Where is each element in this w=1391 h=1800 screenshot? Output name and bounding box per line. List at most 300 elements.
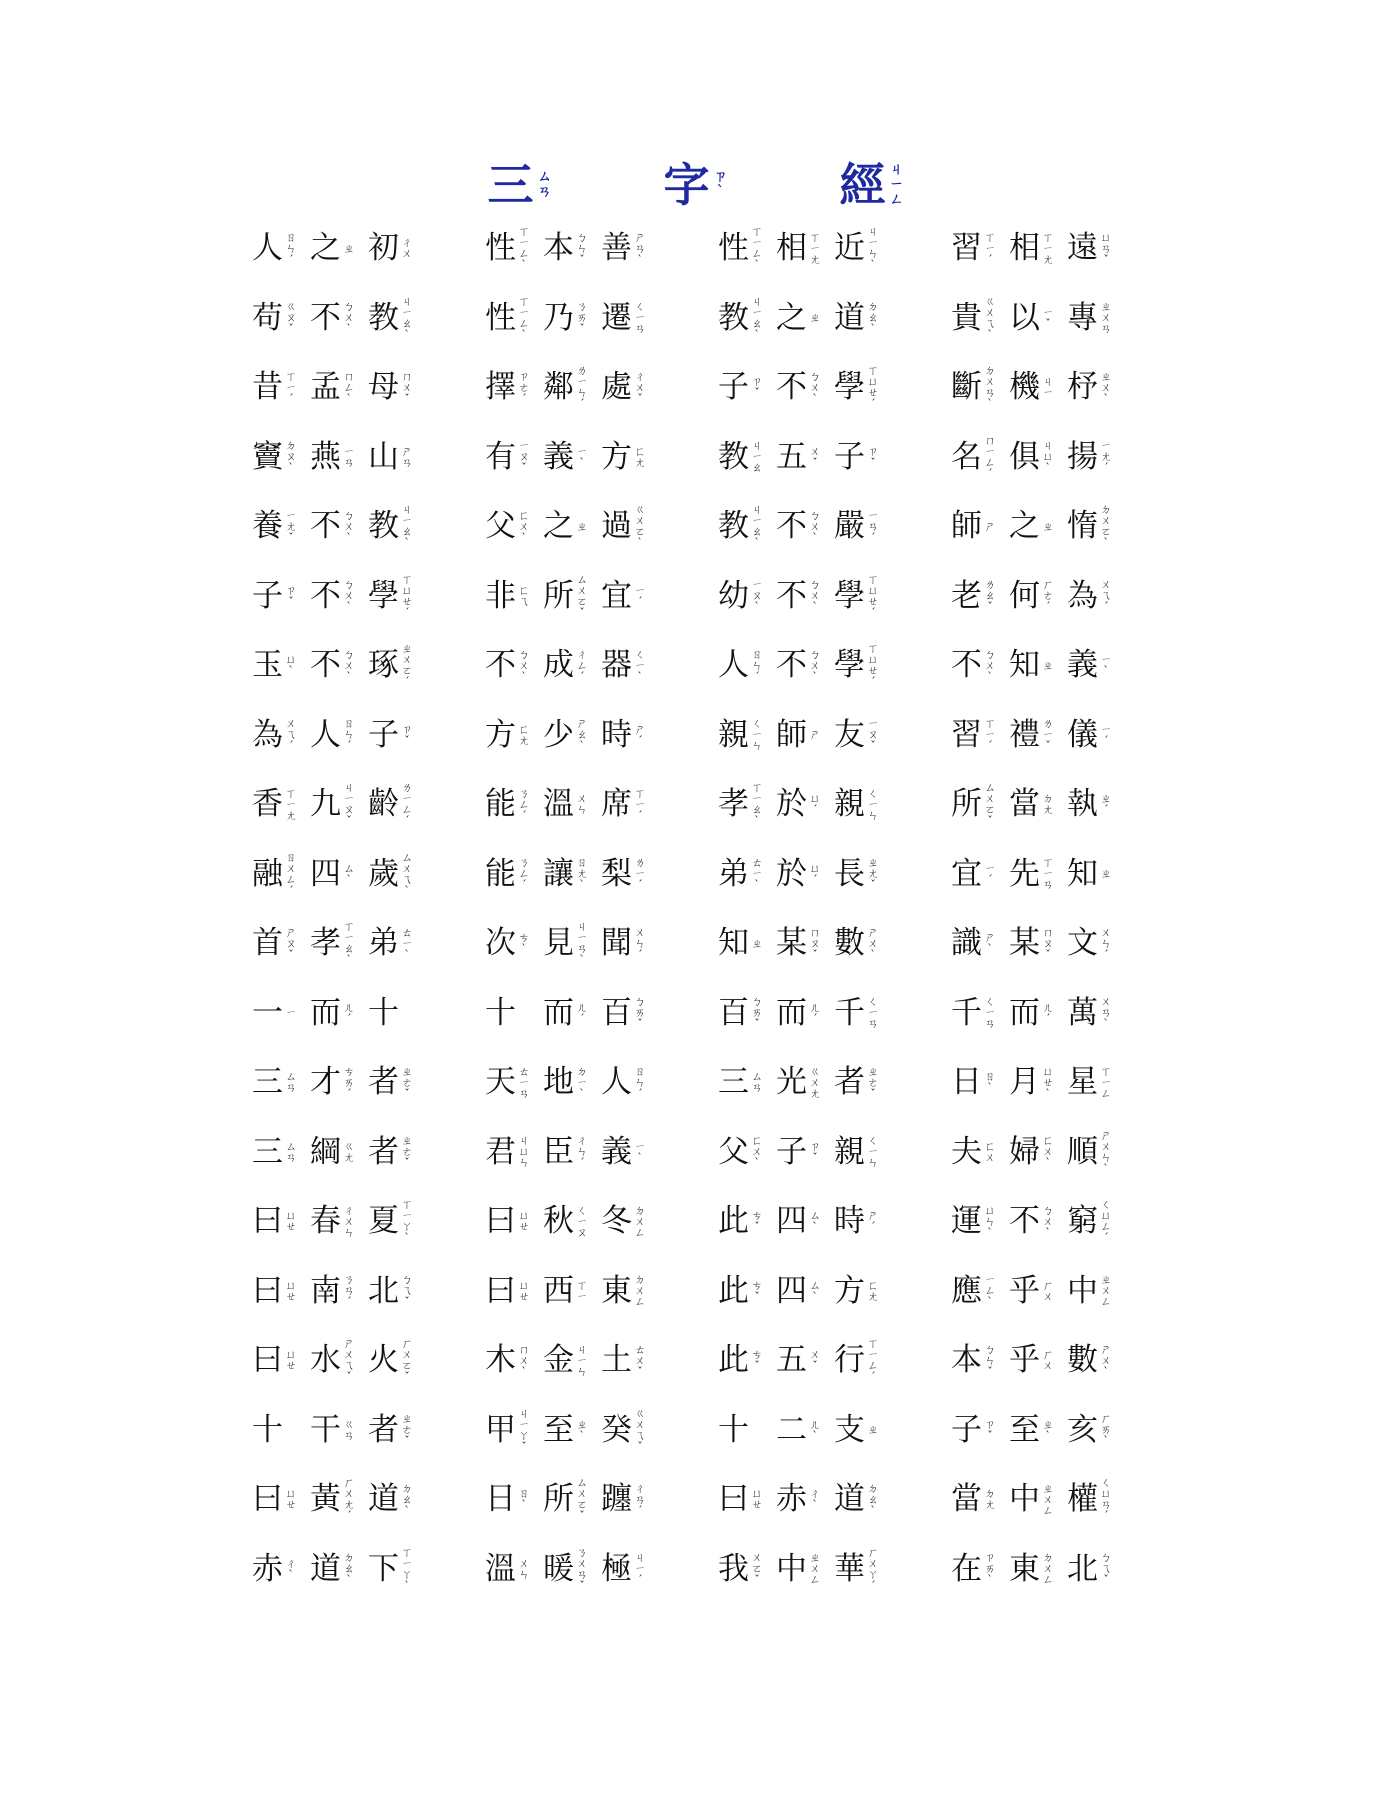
- zhuyin-annotation: ㄐ ㄧ: [1042, 375, 1054, 399]
- zhuyin-annotation: ㄒ ㄧ ˊ: [984, 230, 996, 266]
- character-cell: [368, 642, 426, 688]
- han-character: 不: [776, 369, 807, 405]
- character-cell: [834, 784, 892, 824]
- character-cell: [1009, 784, 1067, 824]
- han-character: 為: [252, 716, 283, 753]
- character-cell: [718, 993, 776, 1033]
- zhuyin-annotation: ㄍ ㄡ ˇ: [285, 300, 297, 335]
- zhuyin-annotation: ㄑ ㄩ ㄥ ˊ: [1100, 1198, 1112, 1244]
- zhuyin-annotation: ㄔ ㄢ ˊ: [634, 1481, 646, 1517]
- zhuyin-annotation: ㄉ ㄨ ㄥ: [634, 1203, 646, 1239]
- character-cell: [543, 572, 601, 619]
- character-cell: [252, 367, 310, 407]
- han-character: 道: [834, 1481, 865, 1517]
- han-character: 有: [485, 438, 516, 475]
- zhuyin-annotation: ㄒ ㄧ ㄤ: [1042, 230, 1054, 266]
- character-cell: [543, 1271, 601, 1311]
- character-cell: [776, 1340, 834, 1380]
- zhuyin-annotation: ㄗ ˇ: [285, 583, 297, 608]
- character-cell: [834, 1410, 892, 1450]
- han-character: 者: [368, 1064, 399, 1100]
- zhuyin-annotation: ㄧ ㄤ ˊ: [1100, 439, 1112, 474]
- zhuyin-annotation: ㄖ ㄤ ˋ: [576, 856, 588, 891]
- zhuyin-annotation: ㄨ ㄛ ˇ: [751, 1551, 763, 1586]
- character-cell: [601, 228, 659, 268]
- zhuyin-annotation: ㄐ ㄧ ㄠ ˋ: [401, 294, 413, 341]
- han-character: 親: [834, 786, 865, 822]
- verse-row: [252, 1128, 1172, 1202]
- han-character: 東: [1009, 1550, 1040, 1587]
- character-cell: [601, 298, 659, 338]
- character-cell: [1067, 923, 1125, 963]
- zhuyin-annotation: ㄓ ˊ: [1100, 792, 1112, 816]
- han-character: 宜: [951, 855, 982, 892]
- verse-row: [252, 503, 1172, 576]
- han-character: 至: [543, 1411, 574, 1448]
- zhuyin-annotation: ㄕ ˊ: [634, 722, 646, 747]
- character-cell: [776, 1410, 834, 1450]
- han-character: 知: [1009, 647, 1040, 683]
- character-cell: [718, 576, 776, 616]
- han-character: 十: [485, 994, 516, 1031]
- han-character: 所: [543, 1481, 574, 1517]
- character-cell: [776, 367, 834, 407]
- character-cell: [1009, 1062, 1067, 1102]
- zhuyin-annotation: ㄗ ˇ: [809, 1139, 821, 1164]
- character-cell: [601, 1479, 659, 1519]
- zhuyin-annotation: ㄉ ㄨ ㄥ: [1042, 1551, 1054, 1586]
- han-character: 長: [834, 855, 865, 892]
- zhuyin-annotation: ㄕ: [984, 519, 996, 533]
- han-character: 老: [951, 577, 982, 614]
- han-character: 道: [368, 1481, 399, 1517]
- character-cell: [718, 1271, 776, 1311]
- character-cell: [601, 1062, 659, 1102]
- verse-phrase: [485, 1271, 659, 1311]
- character-cell: [1067, 1062, 1125, 1102]
- verse-row: [252, 294, 1172, 368]
- han-character: 窮: [1067, 1203, 1098, 1239]
- zhuyin-annotation: ㄌ ㄧ ˊ: [634, 856, 646, 891]
- character-cell: [718, 923, 776, 963]
- han-character: 我: [718, 1550, 749, 1587]
- han-character: 星: [1067, 1064, 1098, 1100]
- han-character: 文: [1067, 925, 1098, 961]
- zhuyin-annotation: ㄐ ㄧ ㄠ: [751, 439, 763, 474]
- han-character: 不: [310, 508, 341, 544]
- title-han-char: 三: [487, 158, 534, 212]
- han-character: 方: [485, 716, 516, 753]
- character-cell: [951, 1479, 1009, 1519]
- han-character: 夏: [368, 1203, 399, 1239]
- zhuyin-annotation: ㄕ ˊ: [867, 1209, 879, 1233]
- han-character: 黃: [310, 1481, 341, 1517]
- han-character: 於: [776, 855, 807, 892]
- zhuyin-annotation: ㄑ ㄩ ㄢ ˊ: [1100, 1476, 1112, 1522]
- han-character: 權: [1067, 1481, 1098, 1517]
- zhuyin-annotation: ㄏ ㄞ ˋ: [1100, 1412, 1112, 1447]
- character-cell: [485, 1132, 543, 1172]
- character-cell: [718, 715, 776, 755]
- han-character: 水: [310, 1342, 341, 1378]
- zhuyin-annotation: ㄋ ㄨ ㄢ ˇ: [576, 1545, 588, 1592]
- han-character: 三: [718, 1064, 749, 1100]
- character-cell: [368, 367, 426, 407]
- han-character: 琢: [368, 647, 399, 683]
- character-cell: [1067, 784, 1125, 824]
- han-character: 順: [1067, 1133, 1098, 1170]
- zhuyin-annotation: ㄙ ㄨ ㄛ ˇ: [576, 1476, 588, 1522]
- character-cell: [310, 1549, 368, 1589]
- zhuyin-annotation: ㄅ ㄟ ˇ: [401, 1273, 413, 1308]
- han-character: 苟: [252, 299, 283, 336]
- han-character: 養: [252, 508, 283, 544]
- verse-phrase: [951, 576, 1125, 616]
- character-cell: [543, 920, 601, 966]
- zhuyin-annotation: ㄨ ㄣ: [576, 792, 588, 816]
- zhuyin-annotation: ㄑ ㄧ ㄣ: [751, 717, 763, 752]
- character-cell: [485, 225, 543, 271]
- han-character: 時: [834, 1203, 865, 1239]
- zhuyin-annotation: ㄩ ㄝ ˋ: [1042, 1064, 1054, 1100]
- han-character: 當: [1009, 786, 1040, 822]
- han-character: 弟: [718, 855, 749, 892]
- title-han-char: 字: [663, 158, 710, 212]
- zhuyin-annotation: ㄨ ㄣ ˊ: [1100, 925, 1112, 961]
- zhuyin-annotation: ㄒ ㄧ ㄤ: [809, 230, 821, 266]
- han-character: 冬: [601, 1203, 632, 1239]
- han-character: 曰: [252, 1481, 283, 1517]
- han-character: 弟: [368, 925, 399, 961]
- han-character: 乎: [1009, 1272, 1040, 1309]
- verse-phrase: [951, 1198, 1125, 1244]
- verse-phrase: [951, 993, 1125, 1033]
- han-character: 香: [252, 786, 283, 822]
- character-cell: [310, 1476, 368, 1522]
- verse-row: [252, 225, 1172, 298]
- zhuyin-annotation: ㄉ ㄤ: [984, 1487, 996, 1511]
- han-character: 能: [485, 786, 516, 822]
- character-cell: [252, 1340, 310, 1380]
- verse-phrase: [485, 784, 659, 824]
- han-character: 不: [776, 647, 807, 683]
- character-cell: [368, 1410, 426, 1450]
- han-character: 十: [368, 994, 399, 1031]
- han-character: 歲: [368, 855, 399, 892]
- han-character: 所: [951, 786, 982, 822]
- zhuyin-annotation: ㄕ ˋ: [984, 931, 996, 955]
- zhuyin-annotation: ㄗ ˇ: [867, 444, 879, 469]
- character-cell: [1009, 1340, 1067, 1380]
- character-cell: [252, 576, 310, 616]
- zhuyin-annotation: ㄌ ㄧ ㄥ ˊ: [401, 781, 413, 827]
- zhuyin-annotation: ㄒ ㄧ ㄥ ˋ: [751, 225, 763, 271]
- character-cell: [951, 364, 1009, 410]
- character-cell: [543, 1132, 601, 1172]
- han-character: 十: [718, 1411, 749, 1448]
- zhuyin-annotation: ㄍ ㄤ: [343, 1139, 355, 1164]
- han-character: 干: [310, 1411, 341, 1448]
- zhuyin-annotation: ㄨ ˇ: [809, 444, 821, 469]
- verse-phrase: [485, 364, 659, 410]
- zhuyin-annotation: ㄉ ㄨ ㄢ ˋ: [984, 364, 996, 410]
- han-character: 揚: [1067, 438, 1098, 475]
- han-character: 數: [834, 925, 865, 961]
- zhuyin-annotation: ㄓ ㄨ ˋ: [1100, 369, 1112, 405]
- character-cell: [543, 1062, 601, 1102]
- zhuyin-annotation: ㄇ ㄥ ˋ: [343, 369, 355, 405]
- character-cell: [1067, 645, 1125, 685]
- han-character: 極: [601, 1550, 632, 1587]
- character-cell: [718, 645, 776, 685]
- verse-phrase: [252, 850, 426, 897]
- character-cell: [951, 645, 1009, 685]
- verse-phrase: [951, 433, 1125, 480]
- han-character: 下: [368, 1550, 399, 1587]
- han-character: 子: [718, 369, 749, 405]
- verse-row: [252, 433, 1172, 507]
- han-character: 人: [718, 647, 749, 683]
- character-cell: [1009, 506, 1067, 546]
- verse-phrase: [718, 1132, 892, 1172]
- zhuyin-annotation: ㄕ ㄨ ㄣ ˋ: [1100, 1128, 1112, 1175]
- zhuyin-annotation: ㄅ ㄨ ˋ: [809, 508, 821, 544]
- verse-phrase: [718, 715, 892, 755]
- zhuyin-annotation: ㄍ ㄨ ㄟ ˋ: [984, 294, 996, 341]
- character-cell: [368, 923, 426, 963]
- character-cell: [252, 1271, 310, 1311]
- han-character: 禮: [1009, 716, 1040, 753]
- han-character: 不: [776, 577, 807, 614]
- han-character: 本: [951, 1342, 982, 1378]
- zhuyin-annotation: ㄕ ㄠ ˋ: [576, 717, 588, 752]
- character-cell: [485, 294, 543, 341]
- zhuyin-annotation: ㄕ: [809, 728, 821, 741]
- zhuyin-annotation: ㄩ ˋ: [285, 653, 297, 677]
- zhuyin-annotation: ㄓ: [867, 1423, 879, 1436]
- han-character: 土: [601, 1342, 632, 1378]
- han-character: 見: [543, 925, 574, 961]
- han-character: 知: [1067, 855, 1098, 892]
- character-cell: [310, 1062, 368, 1102]
- han-character: 者: [368, 1411, 399, 1448]
- han-character: 此: [718, 1203, 749, 1239]
- zhuyin-annotation: ㄊ ㄨ ˇ: [634, 1342, 646, 1378]
- han-character: 人: [601, 1064, 632, 1100]
- character-cell: [951, 1549, 1009, 1589]
- character-cell: [543, 1340, 601, 1380]
- zhuyin-annotation: ㄓ ㄜ ˇ: [401, 1064, 413, 1100]
- han-character: 成: [543, 647, 574, 683]
- verse-phrase: [485, 1406, 659, 1453]
- zhuyin-annotation: ㄈ ㄤ: [867, 1278, 879, 1303]
- zhuyin-annotation: ㄓ ㄤ ˇ: [867, 856, 879, 891]
- zhuyin-annotation: ㄑ ㄧ ㄢ: [634, 300, 646, 335]
- zhuyin-annotation: ㄐ ㄧ ㄢ ˋ: [576, 920, 588, 966]
- han-character: 南: [310, 1272, 341, 1309]
- character-cell: [776, 1479, 834, 1519]
- character-cell: [1067, 993, 1125, 1033]
- zhuyin-annotation: ㄧ ˊ: [634, 583, 646, 608]
- zhuyin-annotation: ㄧ: [285, 1006, 297, 1019]
- zhuyin-annotation: ㄓ ㄜ ˇ: [867, 1064, 879, 1100]
- han-character: 嚴: [834, 508, 865, 544]
- han-character: 之: [310, 230, 341, 266]
- character-cell: [834, 923, 892, 963]
- character-cell: [543, 506, 601, 546]
- character-cell: [776, 854, 834, 894]
- character-cell: [834, 715, 892, 755]
- han-character: 曰: [718, 1481, 749, 1517]
- zhuyin-annotation: ㄨ ˇ: [809, 1348, 821, 1372]
- zhuyin-annotation: ㄉ ㄨ ㄥ: [634, 1273, 646, 1308]
- verse-row: [252, 850, 1172, 924]
- character-cell: [368, 1337, 426, 1383]
- character-cell: [1009, 1271, 1067, 1311]
- han-character: 金: [543, 1342, 574, 1378]
- character-cell: [1067, 298, 1125, 338]
- zhuyin-annotation: ㄑ ㄧ ˋ: [634, 647, 646, 683]
- zhuyin-annotation: ㄧ ㄡ ˇ: [867, 717, 879, 752]
- han-character: 識: [951, 925, 982, 961]
- character-cell: [718, 781, 776, 827]
- zhuyin-annotation: ㄌ ㄧ ˇ: [1042, 717, 1054, 752]
- title-han-char: 經: [839, 158, 886, 212]
- character-cell: [310, 506, 368, 546]
- zhuyin-annotation: ㄗ ˇ: [751, 375, 763, 399]
- verse-row: [252, 920, 1172, 993]
- verse-phrase: [718, 923, 892, 963]
- han-character: 應: [951, 1272, 982, 1309]
- han-character: 萬: [1067, 994, 1098, 1031]
- character-cell: [252, 1062, 310, 1102]
- verse-row: [252, 572, 1172, 646]
- zhuyin-annotation: ㄒ ㄧ ㄤ: [285, 786, 297, 822]
- character-cell: [951, 1062, 1009, 1102]
- han-character: 時: [601, 716, 632, 753]
- han-character: 學: [834, 577, 865, 614]
- character-cell: [252, 715, 310, 755]
- han-character: 子: [951, 1411, 982, 1448]
- han-character: 十: [252, 1411, 283, 1448]
- character-cell: [776, 1062, 834, 1102]
- han-character: 溫: [543, 786, 574, 822]
- character-cell: [834, 225, 892, 271]
- zhuyin-annotation: ㄧ ˇ: [1042, 305, 1054, 330]
- zhuyin-annotation: ㄓ ㄨ ㄥ: [1042, 1481, 1054, 1517]
- verse-phrase: [485, 645, 659, 685]
- verse-row: [252, 1198, 1172, 1271]
- zhuyin-annotation: ㄘ ˇ: [751, 1348, 763, 1372]
- han-character: 華: [834, 1550, 865, 1587]
- han-character: 能: [485, 855, 516, 892]
- character-cell: [485, 506, 543, 546]
- han-character: 癸: [601, 1411, 632, 1448]
- han-character: 百: [718, 994, 749, 1031]
- verse-phrase: [718, 642, 892, 688]
- character-cell: [368, 850, 426, 897]
- han-character: 於: [776, 786, 807, 822]
- han-character: 日: [951, 1064, 982, 1100]
- han-character: 至: [1009, 1411, 1040, 1448]
- zhuyin-annotation: ㄅ ㄞ ˇ: [751, 995, 763, 1030]
- title-character: [664, 160, 728, 210]
- zhuyin-annotation: ㄏ ㄨ: [1042, 1278, 1054, 1303]
- character-cell: [310, 715, 368, 755]
- zhuyin-annotation: ㄅ ㄣ ˇ: [984, 1342, 996, 1378]
- verse-phrase: [718, 503, 892, 549]
- character-cell: [601, 993, 659, 1033]
- zhuyin-annotation: ㄖ ㄣ ˊ: [751, 647, 763, 683]
- verse-phrase: [951, 781, 1125, 827]
- han-character: 曰: [252, 1342, 283, 1378]
- zhuyin-annotation: ㄓ: [343, 241, 355, 255]
- zhuyin-annotation: ㄅ ㄨ ˋ: [343, 578, 355, 613]
- zhuyin-annotation: ㄌ ㄧ ㄣ ˊ: [576, 364, 588, 410]
- character-cell: [951, 781, 1009, 827]
- han-character: 杼: [1067, 369, 1098, 405]
- verse-phrase: [252, 642, 426, 688]
- verse-phrase: [951, 1062, 1125, 1102]
- zhuyin-annotation: ㄉ ㄠ ˋ: [343, 1551, 355, 1586]
- character-cell: [1009, 228, 1067, 268]
- verse-phrase: [718, 1410, 892, 1450]
- zhuyin-annotation: ㄑ ㄧ ㄣ: [867, 1134, 879, 1169]
- character-cell: [252, 437, 310, 477]
- zhuyin-annotation: ㄉ ㄤ: [1042, 792, 1054, 816]
- zhuyin-annotation: ㄅ ㄟ ˇ: [1100, 1551, 1112, 1586]
- character-cell: [776, 576, 834, 616]
- character-cell: [543, 645, 601, 685]
- zhuyin-annotation: ㄑ ㄧ ㄡ: [576, 1203, 588, 1239]
- verse-phrase: [951, 854, 1125, 894]
- character-cell: [718, 1549, 776, 1589]
- han-character: 甲: [485, 1411, 516, 1448]
- verse-row: [252, 642, 1172, 715]
- han-character: 道: [310, 1550, 341, 1587]
- han-character: 以: [1009, 299, 1040, 336]
- character-cell: [601, 1340, 659, 1380]
- character-cell: [718, 1479, 776, 1519]
- han-character: 習: [951, 716, 982, 753]
- zhuyin-annotation: ㄩ ㄝ: [518, 1278, 530, 1303]
- han-character: 春: [310, 1203, 341, 1239]
- zhuyin-annotation: ㄍ ㄨ ㄟ ˇ: [634, 1406, 646, 1453]
- verse-phrase: [951, 645, 1125, 685]
- han-character: 綱: [310, 1133, 341, 1170]
- han-character: 初: [368, 230, 399, 266]
- han-character: 燕: [310, 438, 341, 475]
- zhuyin-annotation: ㄧ ㄡ ˋ: [751, 578, 763, 613]
- character-cell: [485, 1271, 543, 1311]
- character-cell: [252, 1479, 310, 1519]
- han-character: 專: [1067, 299, 1098, 336]
- character-cell: [1067, 1340, 1125, 1380]
- verse-phrase: [252, 1132, 426, 1172]
- han-character: 義: [601, 1133, 632, 1170]
- verse-phrase: [485, 920, 659, 966]
- character-cell: [601, 923, 659, 963]
- character-cell: [310, 1271, 368, 1311]
- verse-phrase: [252, 228, 426, 268]
- zhuyin-annotation: ㄐ ㄧ ㄣ ˋ: [867, 225, 879, 271]
- han-character: 赤: [776, 1481, 807, 1517]
- verse-phrase: [252, 572, 426, 619]
- zhuyin-annotation: ㄙ ㄢ: [285, 1139, 297, 1164]
- character-cell: [834, 993, 892, 1033]
- title-zhuyin: ㄐ ㄧ ㄥ: [889, 161, 904, 208]
- character-cell: [252, 1132, 310, 1172]
